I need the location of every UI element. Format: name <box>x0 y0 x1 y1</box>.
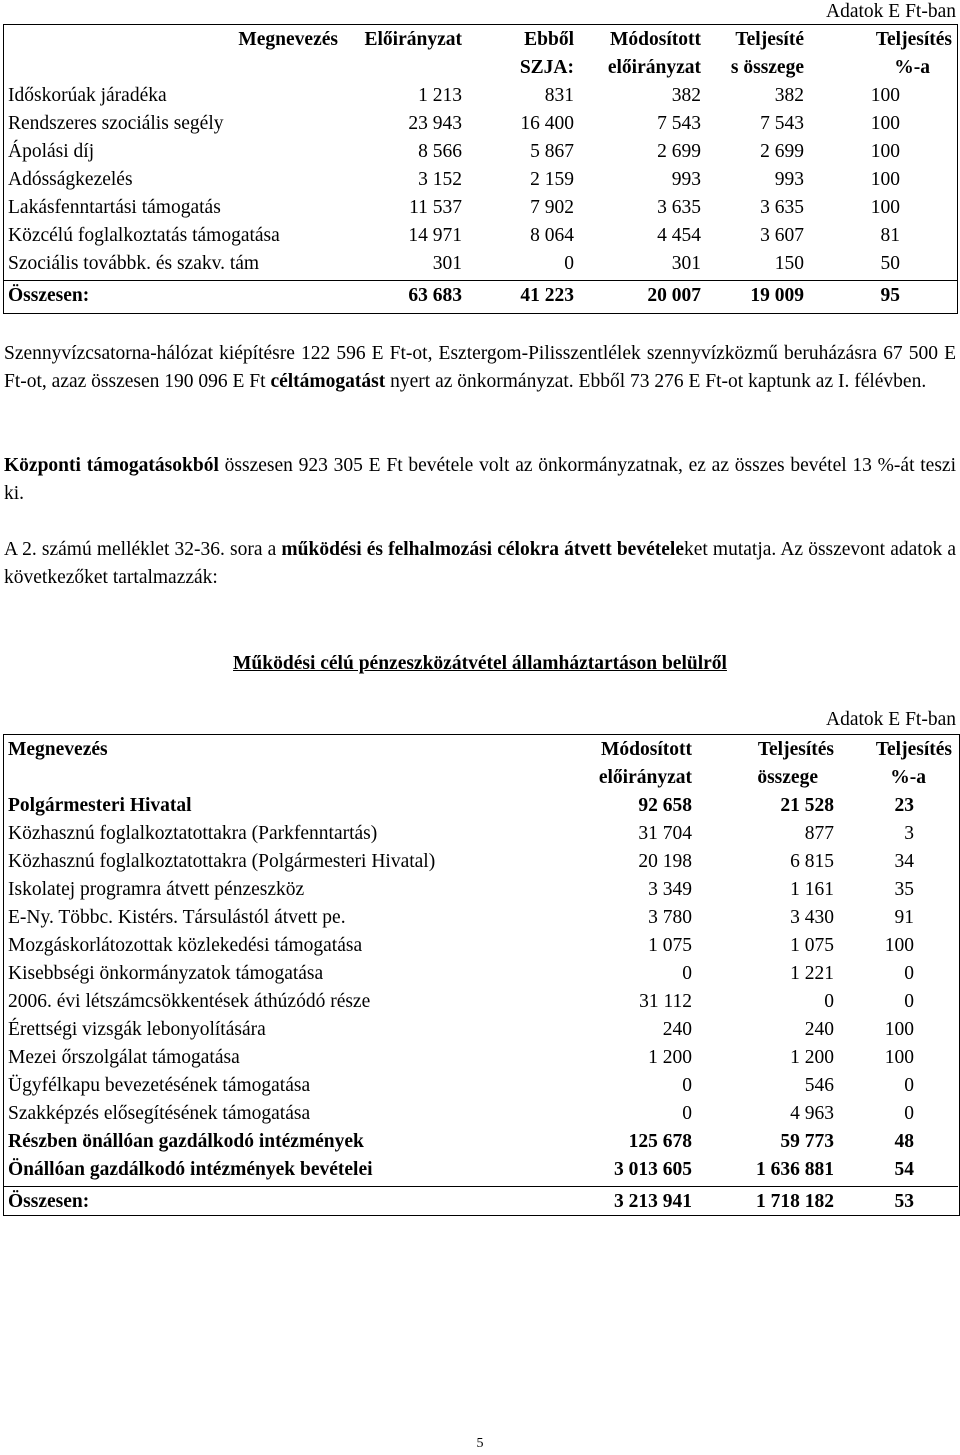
table1-total <box>4 282 956 310</box>
table1-cell-teljesites: 993 <box>774 169 804 190</box>
table2-cell-teljesites: 1 075 <box>790 935 834 956</box>
table2-cell-teljesites: 4 963 <box>790 1103 834 1124</box>
table1-cell-szja: 5 867 <box>530 141 574 162</box>
table2-total <box>4 1188 956 1216</box>
table2-row <box>4 904 956 932</box>
table2-total-row <box>4 1188 956 1216</box>
p2-bold: Központi támogatásokból <box>4 455 219 476</box>
table2-cell-teljesites-pct: 0 <box>904 1075 914 1096</box>
table1-header-name: Megnevezés <box>238 29 338 50</box>
table2-cell-teljesites-pct: 54 <box>894 1159 914 1180</box>
table2-row <box>4 820 956 848</box>
table2-cell-name: Ügyfélkapu bevezetésének támogatása <box>8 1075 311 1096</box>
table1-cell-teljesites-pct: 100 <box>870 113 900 134</box>
table1-cell-teljesites-pct: 100 <box>870 85 900 106</box>
table2-row <box>4 848 956 876</box>
table2-cell-modositott: 31 112 <box>639 991 692 1012</box>
table2-cell-teljesites: 1 221 <box>790 963 834 984</box>
table1-cell-eloiranyzat: 14 971 <box>408 225 462 246</box>
table1-header-row-1 <box>4 26 956 54</box>
table2-cell-modositott: 1 075 <box>648 935 692 956</box>
table2-header-col2b: összege <box>757 767 818 788</box>
table2-cell-modositott: 125 678 <box>628 1131 692 1152</box>
table2-cell-teljesites: 1 636 881 <box>756 1159 834 1180</box>
table1-row <box>4 110 956 138</box>
table1-header-col2b: SZJA: <box>519 57 574 78</box>
table1-cell-name: Lakásfenntartási támogatás <box>8 197 221 218</box>
table2-cell-modositott: 3 349 <box>648 879 692 900</box>
table1-header-col2a: Ebből <box>524 29 574 50</box>
table2-unit-label: Adatok E Ft-ban <box>826 709 956 730</box>
table2-cell-teljesites-pct: 100 <box>884 1047 914 1068</box>
table1-cell-name: Szociális továbbk. és szakv. tám <box>8 253 260 274</box>
table2-cell-modositott: 240 <box>662 1019 692 1040</box>
table2 <box>4 736 956 1184</box>
table1-header-col3a: Módosított <box>610 29 701 50</box>
table1-total-c1: 63 683 <box>408 285 462 306</box>
table1-total-c3: 20 007 <box>647 285 701 306</box>
table1-cell-teljesites-pct: 100 <box>870 169 900 190</box>
table2-cell-modositott: 1 200 <box>648 1047 692 1068</box>
table2-header-name: Megnevezés <box>8 739 108 760</box>
table2-row <box>4 960 956 988</box>
table2-cell-teljesites-pct: 100 <box>884 1019 914 1040</box>
p1-text: Szennyvízcsatorna-hálózat kiépítésre 122 596 E Ft-ot, Esztergom-Pilisszentlélek szennyvízközmű beruházásra 67 500 E Ft-ot, azaz összesen 190 096 E Ft <box>4 343 956 392</box>
table2-cell-name: Közhasznú foglalkoztatottakra (Polgármesteri Hivatal) <box>8 851 436 872</box>
table1-cell-eloiranyzat: 3 152 <box>418 169 462 190</box>
table2-row <box>4 1072 956 1100</box>
table2-title: Működési célú pénzeszközátvétel államháztartáson belülről <box>233 653 727 674</box>
p3-tail: ket mutatja. Az összevont adatok a következőket tartalmazzák: <box>4 539 956 588</box>
table1-header-col3b: előirányzat <box>607 57 701 78</box>
table1-cell-szja: 7 902 <box>530 197 574 218</box>
table1-cell-modositott: 382 <box>671 85 701 106</box>
p3-text: A 2. számú melléklet 32-36. sora a <box>4 539 282 560</box>
table2-cell-teljesites: 1 161 <box>790 879 834 900</box>
table2-cell-name: Érettségi vizsgák lebonyolítására <box>8 1019 266 1040</box>
table1-cell-name: Adósságkezelés <box>8 169 133 190</box>
table2-cell-teljesites-pct: 0 <box>904 1103 914 1124</box>
table2-header-col2a: Teljesítés <box>757 739 834 760</box>
table2-cell-teljesites-pct: 91 <box>894 907 914 928</box>
table1-cell-teljesites-pct: 81 <box>880 225 900 246</box>
table1-cell-modositott: 7 543 <box>657 113 701 134</box>
table1-row <box>4 166 956 194</box>
table2-cell-name: Részben önállóan gazdálkodó intézmények <box>8 1131 364 1152</box>
table1-cell-eloiranyzat: 23 943 <box>408 113 462 134</box>
p1-tail: nyert az önkormányzat. Ebből 73 276 E Ft-ot kaptunk az I. félévben. <box>385 371 927 392</box>
table2-cell-teljesites-pct: 23 <box>894 795 914 816</box>
table1-header-col5b: %-a <box>894 57 930 78</box>
table1-cell-name: Közcélú foglalkoztatás támogatása <box>8 225 280 246</box>
table2-cell-teljesites: 3 430 <box>790 907 834 928</box>
table2-cell-teljesites-pct: 100 <box>884 935 914 956</box>
table2-row <box>4 1016 956 1044</box>
table2-header-row-2 <box>4 764 956 792</box>
table2-cell-name: Kisebbségi önkormányzatok támogatása <box>8 963 324 984</box>
table2-cell-modositott: 0 <box>682 1075 692 1096</box>
table2-cell-modositott: 0 <box>682 1103 692 1124</box>
table2-row <box>4 1044 956 1072</box>
paragraph-kozponti-tamogatas <box>4 452 956 508</box>
table2-cell-teljesites-pct: 48 <box>894 1131 914 1152</box>
paragraph-celtamogatas <box>4 340 956 396</box>
table1-cell-teljesites: 150 <box>774 253 804 274</box>
table1-cell-modositott: 3 635 <box>657 197 701 218</box>
table2-row <box>4 876 956 904</box>
table1-cell-teljesites: 7 543 <box>760 113 804 134</box>
table2-cell-teljesites: 1 200 <box>790 1047 834 1068</box>
table2-cell-teljesites-pct: 34 <box>894 851 914 872</box>
table2-row <box>4 1100 956 1128</box>
table1-cell-modositott: 301 <box>671 253 701 274</box>
table2-total-divider <box>3 1186 958 1187</box>
table2-cell-name: 2006. évi létszámcsökkentések áthúzódó része <box>8 991 371 1012</box>
table1-total-c4: 19 009 <box>750 285 804 306</box>
table1 <box>4 26 956 278</box>
table2-total-label: Összesen: <box>8 1191 90 1212</box>
table2-cell-name: Mezei őrszolgálat támogatása <box>8 1047 240 1068</box>
table2-row <box>4 932 956 960</box>
table1-cell-name: Ápolási díj <box>8 141 95 162</box>
table2-cell-teljesites: 240 <box>804 1019 834 1040</box>
table2-cell-teljesites: 21 528 <box>780 795 834 816</box>
table1-cell-teljesites-pct: 100 <box>870 141 900 162</box>
table1-total-c2: 41 223 <box>520 285 574 306</box>
table1-cell-szja: 831 <box>544 85 574 106</box>
table2-row <box>4 1156 956 1184</box>
table2-cell-teljesites: 546 <box>804 1075 834 1096</box>
table1-cell-teljesites: 3 635 <box>760 197 804 218</box>
table1-header-col1: Előirányzat <box>364 29 462 50</box>
table1-header-col4b: s összege <box>730 57 804 78</box>
table1-cell-name: Rendszeres szociális segély <box>8 113 224 134</box>
table2-cell-name: Mozgáskorlátozottak közlekedési támogatása <box>8 935 363 956</box>
table2-cell-teljesites-pct: 0 <box>904 963 914 984</box>
table1-cell-eloiranyzat: 11 537 <box>409 197 462 218</box>
table2-cell-modositott: 0 <box>682 963 692 984</box>
table1-cell-szja: 0 <box>564 253 574 274</box>
paragraph-melleklet <box>4 536 956 592</box>
table2-header-col3a: Teljesítés <box>875 739 952 760</box>
table1-cell-modositott: 993 <box>671 169 701 190</box>
table2-header-col1a: Módosított <box>601 739 692 760</box>
table1-row <box>4 194 956 222</box>
table2-cell-modositott: 20 198 <box>638 851 692 872</box>
table1-row <box>4 82 956 110</box>
table1-cell-name: Időskorúak járadéka <box>8 85 167 106</box>
table2-cell-name: Önállóan gazdálkodó intézmények bevételei <box>8 1159 373 1180</box>
table1-total-label: Összesen: <box>8 285 90 306</box>
table2-cell-teljesites: 59 773 <box>780 1131 834 1152</box>
table1-cell-modositott: 4 454 <box>657 225 701 246</box>
table1-cell-szja: 8 064 <box>530 225 574 246</box>
table1-cell-teljesites: 3 607 <box>760 225 804 246</box>
table2-total-c2: 1 718 182 <box>756 1191 834 1212</box>
table2-cell-teljesites: 877 <box>804 823 834 844</box>
table1-header-col4a: Teljesíté <box>735 29 804 50</box>
table2-header-col3b: %-a <box>890 767 926 788</box>
table2-header-col1b: előirányzat <box>598 767 692 788</box>
table1-cell-teljesites-pct: 50 <box>880 253 900 274</box>
table1-cell-teljesites-pct: 100 <box>870 197 900 218</box>
table2-cell-name: Iskolatej programra átvett pénzeszköz <box>8 879 305 900</box>
table2-cell-name: Polgármesteri Hivatal <box>8 795 192 816</box>
table1-cell-szja: 2 159 <box>530 169 574 190</box>
table1-cell-eloiranyzat: 1 213 <box>418 85 462 106</box>
table1-row <box>4 250 956 278</box>
p1-bold: céltámogatást <box>270 371 386 392</box>
table1-header-row-2 <box>4 54 956 82</box>
table2-cell-teljesites: 0 <box>824 991 834 1012</box>
table2-cell-modositott: 31 704 <box>638 823 692 844</box>
table2-row <box>4 988 956 1016</box>
table1-cell-eloiranyzat: 301 <box>432 253 462 274</box>
table1-cell-teljesites: 2 699 <box>760 141 804 162</box>
p2-text: összesen 923 305 E Ft bevétele volt az önkormányzatnak, ez az összes bevétel 13 %-át teszi ki. <box>4 455 956 504</box>
table2-cell-name: Közhasznú foglalkoztatottakra (Parkfenntartás) <box>8 823 378 844</box>
table2-cell-modositott: 3 013 605 <box>614 1159 692 1180</box>
table2-row <box>4 792 956 820</box>
table2-total-c1: 3 213 941 <box>614 1191 692 1212</box>
table1-unit-label: Adatok E Ft-ban <box>826 1 956 22</box>
table2-cell-name: E-Ny. Többc. Kistérs. Társulástól átvett pe. <box>8 907 346 928</box>
table1-cell-modositott: 2 699 <box>657 141 701 162</box>
page-number: 5 <box>476 1436 484 1451</box>
table1-cell-szja: 16 400 <box>520 113 574 134</box>
table1-row <box>4 138 956 166</box>
table2-cell-teljesites-pct: 3 <box>904 823 914 844</box>
table2-cell-teljesites-pct: 35 <box>894 879 914 900</box>
table2-cell-modositott: 92 658 <box>638 795 692 816</box>
table2-cell-modositott: 3 780 <box>648 907 692 928</box>
table2-cell-teljesites-pct: 0 <box>904 991 914 1012</box>
table1-total-divider <box>3 280 958 281</box>
table2-cell-name: Szakképzés elősegítésének támogatása <box>8 1103 311 1124</box>
table1-cell-eloiranyzat: 8 566 <box>418 141 462 162</box>
table1-header-col5a: Teljesítés <box>875 29 952 50</box>
table2-total-c3: 53 <box>894 1191 914 1212</box>
table1-total-c5: 95 <box>880 285 900 306</box>
table2-header-row-1 <box>4 736 956 764</box>
table2-row <box>4 1128 956 1156</box>
table2-cell-teljesites: 6 815 <box>790 851 834 872</box>
table1-row <box>4 222 956 250</box>
table1-cell-teljesites: 382 <box>774 85 804 106</box>
table1-total-row <box>4 282 956 310</box>
p3-bold: működési és felhalmozási célokra átvett bevétele <box>281 539 684 560</box>
